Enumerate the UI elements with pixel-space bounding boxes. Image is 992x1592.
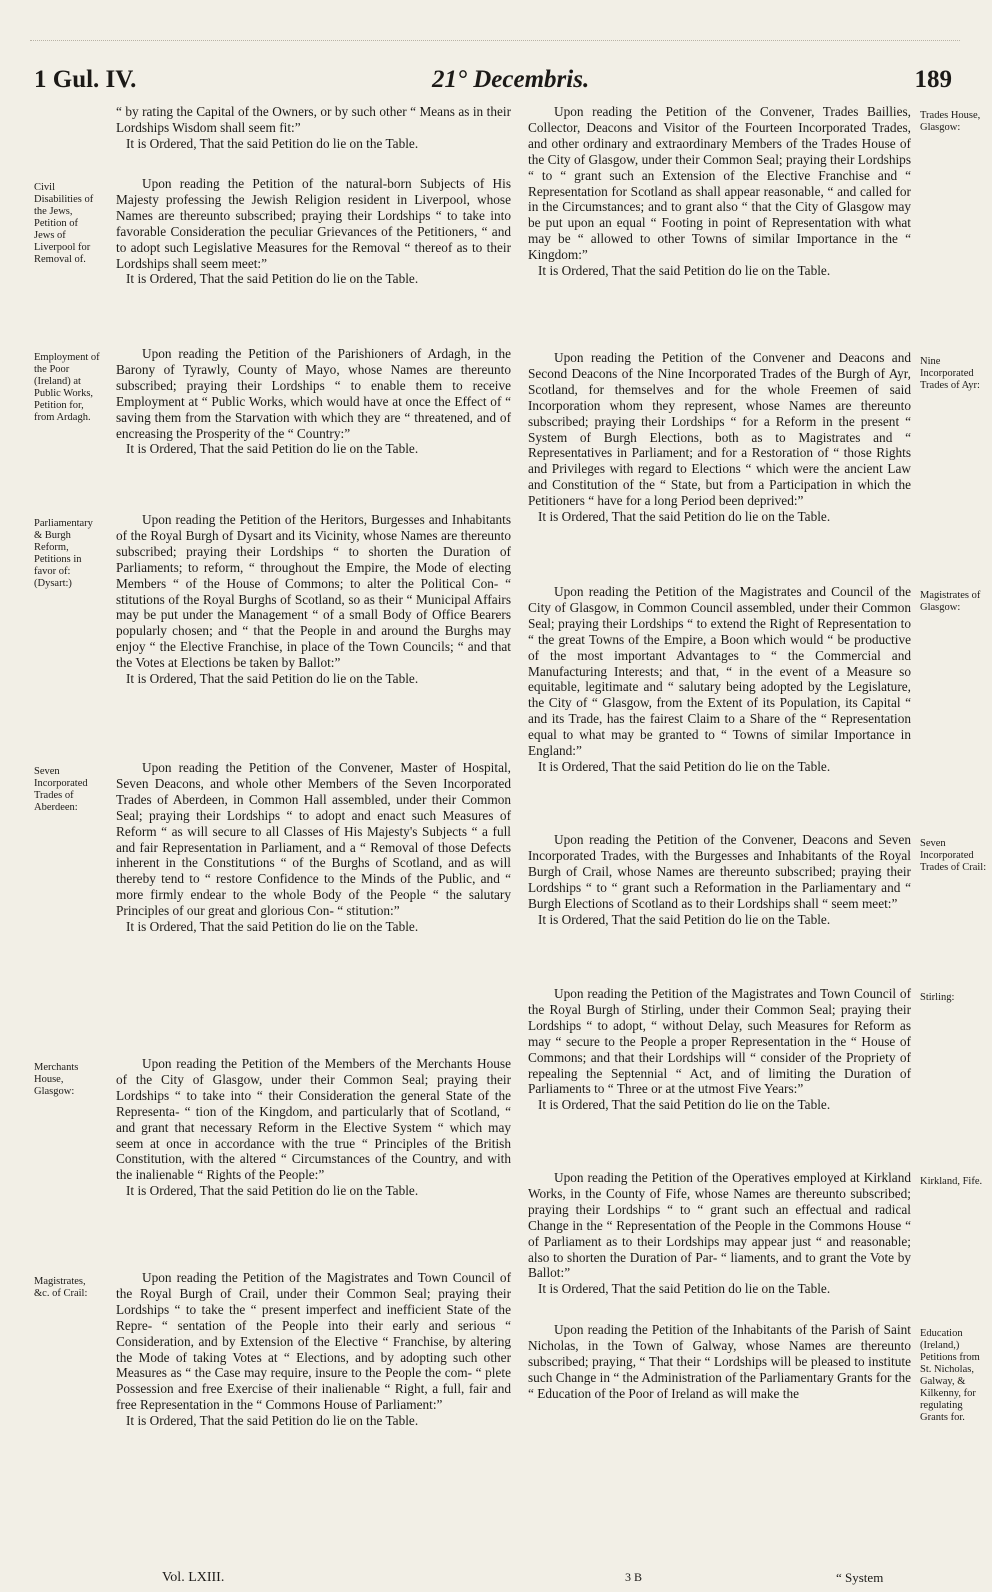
petition-text: Upon reading the Petition of the Heritors, Burgesses and Inhabitants of the Royal Burgh of Dysart and its Vicinity, whose Names are thereunto subscribed; praying their Lordships “ to shorten the Duration of Parliaments; to reform, “ throughout the Empire, the Mode of electing Members “ of the House of Commons; to alter the Political Con- “ stitutions of the Royal Burghs of Scotland, so as their “ Municipal Affairs may be put under the Management “ of a small Body of Office Bearers popularly chosen; and “ that the People in and around the Burghs may enjoy “ the Elective Franchise, in place of the Town Councils; “ and that the Votes at Elections be taken by Ballot:” (116, 512, 511, 671)
petition-text: Upon reading the Petition of the Inhabitants of the Parish of Saint Nicholas, in the Town of Galway, whose Names are thereunto subscribed; praying, “ That their “ Lordships will be pleased to institute such Change in “ the Administration of the Parliamentary Grants for the “ Education of the Poor of Ireland as will make the (528, 1322, 911, 1401)
marginal-note: Seven Incorporated Trades of Aberdeen: (34, 766, 88, 813)
regnal-year: 1 Gul. IV. (34, 66, 137, 93)
petition-entry (528, 1322, 980, 1432)
marginal-note: Stirling: (920, 992, 955, 1003)
marginal-note: Kirkland, Fife. (920, 1176, 983, 1187)
marginal-note: Magistrates of Glasgow: (920, 590, 981, 613)
petition-text: Upon reading the Petition of the Magistrates and Town Council of the Royal Burgh of Stirling, under their Common Seal; praying their Lordships “ to adopt, “ without Delay, such Measures for Reform as may “ secure to the People a proper Representation in the “ House of Commons; and that their Lordships will “ consider of the Propriety of repealing the Septennial “ Act, and of limiting the Duration of Parliaments to “ Three or at the utmost Five Years:” (528, 986, 911, 1097)
left-column (34, 104, 511, 1500)
order-line: It is Ordered, That the said Petition do lie on the Table. (126, 441, 419, 457)
marginal-note: Nine Incorporated Trades of Ayr: (920, 356, 980, 391)
order-line: It is Ordered, That the said Petition do lie on the Table. (538, 1097, 831, 1113)
marginal-note: Education (Ireland,) Petitions from St. Nicholas, Galway, & Kilkenny, for regulating Grants for. (920, 1328, 980, 1423)
marginal-note: Seven Incorporated Trades of Crail: (920, 838, 987, 873)
marginal-note: Magistrates, &c. of Crail: (34, 1276, 88, 1299)
petition-entry (34, 1056, 511, 1252)
petition-entry (116, 104, 511, 166)
petition-text: Upon reading the Petition of the Operatives employed at Kirkland Works, in the County of Fife, whose Names are thereunto subscribed; praying their Lordships “ to “ grant such an effectual and radical Change in the “ Representation of the People in the Commons House “ of Parliament as to their Lordships may appear just “ and reasonable; also to shorten the Duration of Par- “ liaments, and to grant the Vote by Ballot:” (528, 1170, 911, 1281)
order-line: It is Ordered, That the said Petition do lie on the Table. (126, 271, 419, 287)
petition-text: Upon reading the Petition of the Convener, Master of Hospital, Seven Deacons, and whole other Members of the Seven Incorporated Trades of Aberdeen, in Common Hall assembled, under their Common Seal; praying their Lordships “ to adopt and enact such Measures of Reform “ as will secure to all Classes of His Majesty's Subjects “ a full and fair Representation in Parliament, and a “ Removal of those Defects inherent in the Constitutions “ of the Burghs of Scotland, and as will thereby tend to “ restore Confidence to the Minds of the Public, and “ more firmly endear to the whole Body of the People “ the salutary Principles of our great and glorious Con- “ stitution:” (116, 760, 511, 919)
order-line: It is Ordered, That the said Petition do lie on the Table. (538, 509, 831, 525)
marginal-note: Parliamentary & Burgh Reform, Petitions in favor of: (Dysart:) (34, 518, 93, 589)
catchword: “ System (836, 1570, 884, 1585)
petition-entry (34, 760, 511, 1040)
top-rule (30, 40, 960, 43)
order-line: It is Ordered, That the said Petition do lie on the Table. (126, 671, 419, 687)
signature-mark: 3 B (625, 1570, 643, 1584)
petition-entry (34, 346, 511, 496)
petition-text: “ by rating the Capital of the Owners, or by such other “ Means as in their Lordships Wisdom shall seem fit:” (116, 104, 511, 135)
petition-text: Upon reading the Petition of the Magistrates and Council of the City of Glasgow, in Common Council assembled, under their Common Seal; praying their Lordships “ to extend the Right of Representation to “ the great Towns of the Empire, a Boon which would “ be productive of the most important Advantages to “ the Commercial and Manufacturing Interests; and that, “ in the event of a Measure so equitable, legitimate and “ salutary being adopted by the Legislature, the City of “ Glasgow, from the Extent of its Population, its Capital “ and its Trade, has the fairest Claim to a Share of the “ Representation equal to what may be granted to “ Towns of similar Importance in England:” (528, 584, 911, 759)
marginal-note: Merchants House, Glasgow: (34, 1062, 79, 1097)
petition-entry (528, 1170, 983, 1302)
volume-label: Vol. LXIII. (162, 1570, 225, 1585)
petition-entry (528, 584, 981, 816)
marginal-note: Civil Disabilities of the Jews, Petition of Jews of Liverpool for Removal of. (34, 182, 94, 265)
petition-entry (34, 512, 511, 742)
order-line: It is Ordered, That the said Petition do lie on the Table. (538, 1281, 831, 1297)
petition-text: Upon reading the Petition of the Parishioners of Ardagh, in the Barony of Tyrawly, County of Mayo, whose Names are thereunto subscribed; praying their Lordships “ to enable them to receive Employment at “ Public Works, which would have at once the Effect of “ saving them from the Starvation with which they are “ threatened, and of encreasing the Prosperity of the “ Country:” (116, 346, 511, 441)
petition-text: Upon reading the Petition of the Convener, Trades Baillies, Collector, Deacons and Visitor of the Fourteen Incorporated Trades, and other ordinary and extraordinary Members of the Trades House of the City of Glasgow, under their Common Seal; praying their Lordships “ to “ grant such an Extension of the Elective Franchise and “ Representation for Scotland as shall appear reasonable, “ and called for in the Circumstances; and to grant also “ that the City of Glasgow may be put upon an equal “ Footing in point of Representation with what may be “ allowed to other Towns of similar Importance in the “ Kingdom:” (528, 104, 911, 263)
petition-text: Upon reading the Petition of the Convener, Deacons and Seven Incorporated Trades, with the Burgesses and Inhabitants of the Royal Burgh of Crail, whose Names are thereunto subscribed; praying their Lordships “ to “ grant such a Reformation in the Parliamentary and “ Burgh Elections of Scotland as to their Lordships shall “ seem meet:” (528, 832, 911, 911)
petition-text: Upon reading the Petition of the natural-born Subjects of His Majesty professing the Jewish Religion resident in Liverpool, whose Names are thereunto subscribed; praying their Lordships “ to take into favorable Consideration the peculiar Grievances of the Petitioners, “ and to adopt such Legislative Measures for the Removal “ thereof as to their Lordships shall seem meet:” (116, 176, 511, 271)
marginal-note: Employment of the Poor (Ireland) at Public Works, Petition for, from Ardagh. (34, 352, 100, 423)
order-line: It is Ordered, That the said Petition do lie on the Table. (126, 135, 419, 151)
petition-text: Upon reading the Petition of the Convener and Deacons and Second Deacons of the Nine Incorporated Trades of the Burgh of Ayr, Scotland, for themselves and for the whole Freemen of said Incorporation whom they represent, whose Names are thereunto subscribed; praying their Lordships “ for a Reform in the present “ System of Burgh Elections, both as to Magistrates and “ Representatives in Parliament; and for a Restoration of “ those Rights and Privileges with regard to Elections “ which were the ancient Law and Constitution of the “ State, but from a Participation in which the Petitioners “ have for a long Period been deprived:” (528, 350, 911, 509)
order-line: It is Ordered, That the said Petition do lie on the Table. (538, 911, 831, 927)
petition-text: Upon reading the Petition of the Members of the Merchants House of the City of Glasgow, under their Common Seal; praying their Lordships “ to take into “ their Consideration the general State of the Representa- “ tion of the Kingdom, and particularly that of Scotland, “ and grant that necessary Reform in the Elective System “ which may seem at once in accordance with the true “ Principles of the British Constitution, with the altered “ Circumstances of the Country, and with the inalienable “ Rights of the People:” (116, 1056, 511, 1183)
order-line: It is Ordered, That the said Petition do lie on the Table. (126, 1413, 419, 1429)
running-header (0, 66, 992, 100)
petition-entry (528, 350, 980, 566)
petition-entry (34, 1270, 511, 1500)
petition-entry (34, 176, 511, 328)
marginal-note: Trades House, Glasgow: (920, 110, 981, 133)
petition-entry (528, 104, 981, 334)
petition-entry (528, 986, 955, 1152)
page-number: 189 (914, 66, 952, 93)
order-line: It is Ordered, That the said Petition do lie on the Table. (126, 1183, 419, 1199)
petition-entry (528, 832, 987, 966)
order-line: It is Ordered, That the said Petition do lie on the Table. (126, 919, 419, 935)
order-line: It is Ordered, That the said Petition do lie on the Table. (538, 263, 831, 279)
header-date: 21° Decembris. (432, 66, 590, 93)
right-column (528, 104, 987, 1432)
petition-text: Upon reading the Petition of the Magistrates and Town Council of the Royal Burgh of Crail, under their Common Seal; praying their Lordships “ to take the “ present imperfect and inefficient State of the Repre- “ sentation of the People into their early and serious “ Consideration, and by Extension of the Elective “ Franchise, by altering the Mode of taking Votes at “ Elections, and by adopting such other Measures as “ the Case may require, insure to the People the com- “ plete Possession and free Exercise of their inalienable “ Right, a full, fair and free Representation in the “ Commons House of Parliament:” (116, 1270, 511, 1413)
order-line: It is Ordered, That the said Petition do lie on the Table. (538, 758, 831, 774)
